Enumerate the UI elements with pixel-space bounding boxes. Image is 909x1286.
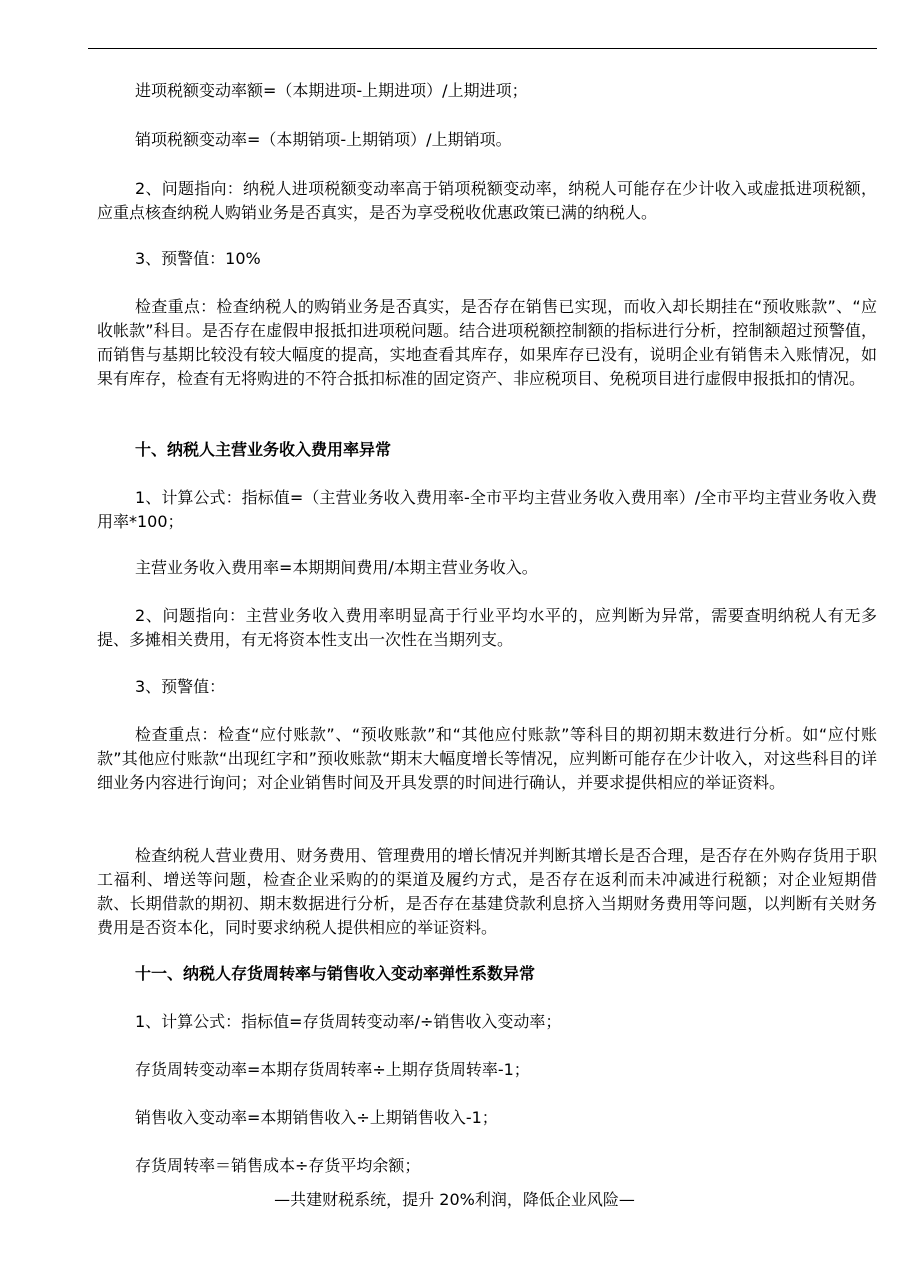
paragraph-problem-direction-10: 2、问题指向：主营业务收入费用率明显高于行业平均水平的，应判断为异常，需要查明纳税人有无多提、多摊相关费用，有无将资本性支出一次性在当期列支。 <box>97 606 877 649</box>
paragraph-sales-revenue-change: 销售收入变动率=本期销售收入÷上期销售收入-1； <box>135 1108 498 1127</box>
paragraph-expense-rate-formula: 主营业务收入费用率=本期期间费用/本期主营业务收入。 <box>135 558 538 577</box>
paragraph-formula-11: 1、计算公式：指标值=存货周转变动率/÷销售收入变动率； <box>135 1012 562 1031</box>
page-footer: —共建财税系统，提升 20%利润，降低企业风险— <box>274 1190 635 1209</box>
header-rule <box>88 48 877 49</box>
section-heading-11: 十一、纳税人存货周转率与销售收入变动率弹性系数异常 <box>135 964 536 983</box>
paragraph-output-tax-formula: 销项税额变动率=（本期销项-上期销项）/上期销项。 <box>135 130 512 149</box>
paragraph-warning-value-9: 3、预警值：10% <box>135 249 261 268</box>
paragraph-check-focus-10a: 检查重点：检查“应付账款”、“预收账款”和“其他应付账款”等科目的期初期末数进行分析。如“应付账款”其他应付账款“出现红字和”预收账款“期末大幅度增长等情况，应判断可能存在少计收入，对这些科目的详细业务内容进行询问；对企业销售时间及开具发票的时间进行确认，并要求提供相应的举证资料。 <box>97 725 877 792</box>
paragraph-inventory-turnover-rate: 存货周转率＝销售成本÷存货平均余额； <box>135 1156 421 1175</box>
paragraph-input-tax-formula: 进项税额变动率额=（本期进项-上期进项）/上期进项； <box>135 81 528 100</box>
paragraph-warning-value-10: 3、预警值： <box>135 677 226 696</box>
paragraph-check-focus-10b: 检查纳税人营业费用、财务费用、管理费用的增长情况并判断其增长是否合理，是否存在外购存货用于职工福利、增送等问题，检查企业采购的的渠道及履约方式，是否存在返利而未冲减进行税额；对企业短期借款、长期借款的期初、期末数据进行分析，是否存在基建贷款利息挤入当期财务费用等问题，以判断有关财务费用是否资本化，同时要求纳税人提供相应的举证资料。 <box>97 846 877 937</box>
paragraph-formula-10: 1、计算公式：指标值=（主营业务收入费用率-全市平均主营业务收入费用率）/全市平均主营业务收入费用率*100； <box>97 488 877 531</box>
section-heading-10: 十、纳税人主营业务收入费用率异常 <box>135 440 392 459</box>
paragraph-check-focus-9: 检查重点：检查纳税人的购销业务是否真实，是否存在销售已实现，而收入却长期挂在“预收账款”、“应收帐款”科目。是否存在虚假申报抵扣进项税问题。结合进项税额控制额的指标进行分析，控制额超过预警值，而销售与基期比较没有较大幅度的提高，实地查看其库存，如果库存已没有，说明企业有销售未入账情况，如果有库存，检查有无将购进的不符合抵扣标准的固定资产、非应税项目、免税项目进行虚假申报抵扣的情况。 <box>97 297 877 388</box>
paragraph-inventory-turnover-change: 存货周转变动率=本期存货周转率÷上期存货周转率-1； <box>135 1060 530 1079</box>
paragraph-problem-direction-9: 2、问题指向：纳税人进项税额变动率高于销项税额变动率，纳税人可能存在少计收入或虚抵进项税额，应重点核查纳税人购销业务是否真实，是否为享受税收优惠政策已满的纳税人。 <box>97 179 877 222</box>
